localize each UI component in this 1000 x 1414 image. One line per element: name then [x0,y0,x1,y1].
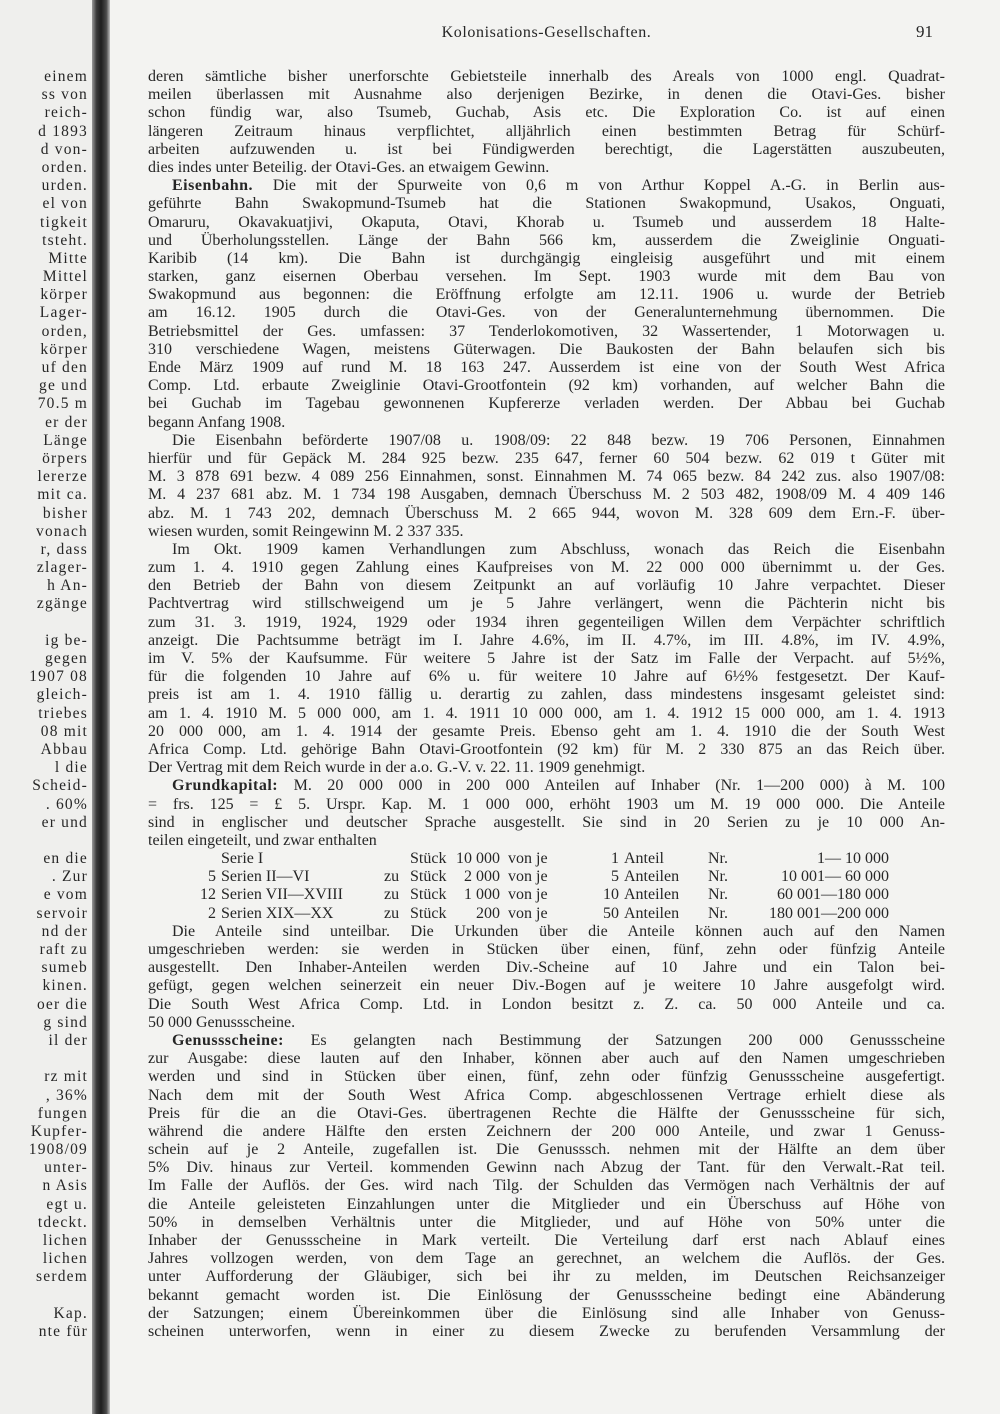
table-cell-shares-per-piece: 1 [611,850,619,868]
facing-page-line: Kupfer- [30,1122,88,1140]
section-eisenbahn [148,177,945,432]
facing-page-line: nd der [41,922,88,940]
table-cell-stueck: Stück [410,850,447,868]
text-line: den Betrieb der Bahn von diesem Zeitpunkt an auf vorläufig 10 Jahre verpachtet. Dieser [148,577,945,595]
table-cell-anteil-label: Anteilen [624,868,680,886]
text-line: ausgestellt. Den Inhaber-Anteilen werden Div.-Scheine auf 10 Jahre und ein Talon bei- [148,959,945,977]
table-cell-series-count: 2 [208,904,216,922]
facing-page-line: unter- [44,1159,88,1177]
facing-page-line: ig be- [45,631,88,649]
text-line: Africa Comp. Ltd. gehörige Bahn Otavi-Grootfontein (92 km) für M. 2 330 875 an das Reich über. [148,740,945,758]
facing-page-line: el von [42,195,88,213]
facing-page-line [0,1050,88,1068]
table-cell-anteil-label: Anteilen [624,886,680,904]
facing-page-line: lererze [37,468,88,486]
book-spine-shadow [92,0,110,1414]
paragraph [148,432,945,541]
table-cell-von-je: von je [508,868,548,886]
text-line: M. 3 878 691 bezw. 4 089 256 Einnahmen, sonst. Einnahmen M. 74 065 bezw. 84 242 zus. also 1907/08: [148,468,945,486]
facing-page-line: örpers [42,449,88,467]
facing-page-line: mit ca. [37,486,88,504]
text-line: zur Ausgabe: diese lauten auf den Inhaber, können aber auch auf den Namen umgeschrieben [148,1050,945,1068]
text-line: Preis für die an die Otavi-Ges. übertragenen Rechte die Hälfte der Genussscheine für sich, [148,1104,945,1122]
table-cell-stueck: Stück [410,868,447,886]
facing-page-line: tsteht. [42,231,88,249]
text-line: Im Falle der Auflös. der Ges. wird nach Tilg. der Schulden das Vermögen nach Verhältnis der auf [148,1177,945,1195]
facing-page-line: Kap. [53,1304,88,1322]
facing-page-line: gegen [44,650,88,667]
text-line: Ende März 1909 auf rund M. 18 163 247. Ausserdem ist eine von der South West Africa [148,359,945,376]
text-line: Inhaber der Genussscheine in Mark verteilt. Die Verteilung darf erst nach Ablauf eines [148,1232,945,1249]
facing-page-line: körper [40,340,88,358]
facing-page-line: zgänge [36,595,88,613]
facing-page-line: r, dass [40,540,88,558]
text-line: zum 31. 3. 1919, 1924, 1929 oder 1934 ihren gegenteiligen Willen dem Verpächter schriftlich [148,613,945,631]
text-line: sind in englischer und deutscher Sprache ausgestellt. Sie sind in 20 Serien zu je 10 000 An- [148,813,945,831]
facing-page-line: bisher [42,504,88,522]
facing-page-line: tdeckt. [37,1213,88,1231]
facing-page-line: nte für [38,1322,88,1340]
table-cell-nr-label: Nr. [708,886,728,904]
table-cell-series-label: Serie I [221,850,264,868]
table-cell-stueck: Stück [410,886,447,904]
text-line: begann Anfang 1908. [148,413,286,431]
text-line: Karibib (14 km). Die Bahn ist durchgängig eingleisig ausgeführt und mit einem [148,249,945,267]
text-line: Die Eisenbahn beförderte 1907/08 u. 1908/09: 22 848 bezw. 19 706 Personen, Einnahmen [172,431,945,449]
text-line-rest: Es gelangten nach Bestimmung der Satzungen 200 000 Genussscheine [310,1031,945,1049]
table-cell-series-count: 5 [208,868,216,886]
text-line: wiesen wurden, somit Reingewinn M. 2 337 335. [148,522,464,540]
table-row [148,886,945,904]
section-heading: Genussscheine: [172,1031,284,1049]
table-cell-nr-label: Nr. [708,850,728,868]
facing-page-line: d von- [40,140,88,158]
text-line: Comp. Ltd. erbaute Zweiglinie Otavi-Grootfontein (92 km) vorhanden, auf welcher Bahn die [148,377,945,395]
table-row [148,868,945,886]
text-line: bei Guchab im Tagebau gewonnenen Kupfererze verladen werden. Der Abbau bei Guchab [148,395,945,413]
table-cell-piece-count: 2 000 [464,868,500,886]
text-line: während die andere Hälfte den ersten Zeichnern der 200 000 Anteile, und zwar 1 Genuss- [148,1122,945,1140]
facing-page-line: ge und [39,377,88,395]
text-line: geführte Bahn Swakopmund-Tsumeb hat die Stationen Swakopmund, Usakos, Onguati, [148,195,945,213]
text-line [148,177,945,195]
facing-page-line: Abbau [40,740,88,758]
facing-page-line: 08 mit [40,722,88,740]
text-line [148,1032,945,1050]
facing-page-line: ss von [41,86,88,104]
facing-page-line: raft zu [39,941,88,958]
facing-page-line: 70.5 m [37,395,88,413]
text-line: schon fündig war, also Tsumeb, Guchab, Asis etc. Die Exploration Co. ist auf einen [148,104,945,122]
text-line: Der Vertrag mit dem Reich wurde in der a.o. G.-V. v. 22. 11. 1909 genehmigt. [148,759,646,777]
text-line: zum 1. 4. 1910 gegen Zahlung eines Kaufpreises von M. 22 000 000 übernimmt u. der Ges. [148,559,945,577]
table-cell-series-count: 12 [200,886,216,904]
facing-page-line: n Asis [42,1177,88,1195]
table-cell-piece-count: 10 000 [456,850,500,868]
facing-page-line [0,1287,88,1305]
text-line: anzeigt. Die Pachtsumme beträgt im I. Jahre 4.6%, im II. 4.7%, im III. 4.8%, im IV. 4.9%, [148,631,945,649]
text-line: Im Okt. 1909 kamen Verhandlungen zum Abschluss, wonach das Reich die Eisenbahn [172,540,945,558]
paragraph [148,541,945,777]
facing-page-line: Scheid- [32,777,88,795]
table-cell-series-label: Serien VII—XVIII [221,886,343,904]
text-line: meilen überlassen mit Ausnahme also derjenigen Bezirke, in denen die Otavi-Ges. bisher [148,86,945,104]
facing-page-line: lichen [42,1250,88,1268]
facing-page-line: , 36% [45,1086,88,1104]
facing-page-line: l die [54,759,88,777]
facing-page-line: h An- [47,577,88,595]
table-cell-shares-per-piece: 5 [611,868,619,886]
text-line: der Satzungen; einem Übereinkommen über die Einlösung sind alle Inhaber von Genuss- [148,1304,945,1322]
facing-page-line: e vom [43,886,88,904]
facing-page-line: er der [45,413,88,431]
text-line: unter Aufforderung der Gläubiger, sich bei ihr zu melden, im Deutschen Reichsanzeiger [148,1268,945,1286]
facing-page-line: gleich- [36,686,88,704]
section-grundkapital [148,777,945,850]
facing-page-line: einem [44,68,88,85]
facing-page-line: tigkeit [39,213,88,231]
table-cell-nr-label: Nr. [708,904,728,922]
text-line: starken, ganz eisernen Oberbau versehen. Im Sept. 1903 wurde mit dem Bau von [148,268,945,286]
facing-page-line: urden. [41,177,88,195]
running-header [148,24,945,46]
facing-page-line: Lager- [39,304,88,322]
facing-page-fragment [0,0,92,1414]
facing-page-line [0,832,88,850]
text-line: Swakopmund aus begonnen: die Eröffnung erfolgte am 12.11. 1906 u. wurde der Betrieb [148,286,945,304]
text-line: 20 000 000, am 1. 4. 1914 der gesamte Preis. Ebenso geht am 1. 4. 1910 die der South West [148,722,945,740]
text-line: die Anteile geleisteten Einzahlungen unter die Mitglieder und ein Überschuss auf Höhe von [148,1195,945,1213]
facing-page-line: . Zur [51,868,88,886]
table-cell-shares-per-piece: 50 [603,904,619,922]
facing-page-line: Mitte [48,249,88,267]
text-line: für die folgenden 10 Jahre auf 6% u. für weitere 10 Jahre auf 6½% festgesetzt. Der Kauf- [148,668,945,686]
text-line: 50% in demselben Verhältnis unter die Mitglieder, und auf Höhe von 50% unter die [148,1213,945,1231]
text-line: und Überholungsstellen. Länge der Bahn 566 km, ausserdem die Zweiglinie Onguati- [148,231,945,249]
text-line: 50 000 Genussscheine. [148,1013,296,1031]
facing-page-line: sumeb [41,959,88,977]
facing-page-line: Mittel [42,268,88,286]
facing-page-line: en die [43,850,88,868]
running-title: Kolonisations-Gesellschaften. [441,24,652,41]
table-cell-number-range: 180 001—200 000 [769,904,889,922]
table-cell-number-range: 1— 10 000 [817,850,889,868]
text-line: teilen eingeteilt, und zwar enthalten [148,831,377,849]
text-line-rest: Die mit der Spurweite von 0,6 m von Arthur Koppel A.-G. in Berlin aus- [272,177,945,195]
table-row [148,905,945,923]
text-line: = frs. 125 = £ 5. Urspr. Kap. M. 1 000 000, erhöht 1903 um M. 19 000 000. Die Anteile [148,795,945,813]
text-line: preis ist am 1. 4. 1910 fällig u. derartig zu zahlen, dass mindestens insgesamt geleistet sind: [148,686,945,704]
facing-page-line: orden. [41,158,88,176]
table-cell-von-je: von je [508,850,548,868]
table-cell-number-range: 10 001— 60 000 [781,868,889,886]
table-cell-piece-count: 200 [476,904,500,922]
page-number: 91 [916,22,933,41]
table-cell-series-label: Serien XIX—XX [221,904,334,922]
facing-page-line: d 1893 [38,122,88,140]
text-line: bekannt gemacht worden ist. Die Einlösung der Genussscheine bedingt eine Abänderung [148,1286,945,1304]
facing-page-line: serdem [36,1268,88,1286]
text-line: hierfür und für Gepäck M. 284 925 bezw. 235 647, ferner 60 504 bezw. 62 019 t Güter mit [148,449,945,467]
table-cell-nr-label: Nr. [708,868,728,886]
text-line: am 1. 4. 1910 M. 5 000 000, am 1. 4. 1911 10 000 000, am 1. 4. 1912 15 000 000, am 1. 4. 1913 [148,704,945,722]
text-line: Die Anteile sind unteilbar. Die Urkunden über die Anteile können auch auf den Namen [172,922,945,940]
text-line: Jahres vollzogen werden, von dem Tage an gerechnet, an welchem die Auflös. der Ges. [148,1250,945,1268]
text-line [148,777,945,795]
text-line: dies indes unter Beteilig. der Otavi-Ges. an etwaigem Gewinn. [148,158,550,176]
text-line: Omaruru, Okavakuatjivi, Okaputa, Otavi, Khorab u. Tsumeb und ausserdem 18 Halte- [148,213,945,231]
table-cell-piece-count: 1 000 [464,886,500,904]
facing-page-line: vonach [36,522,88,540]
text-line: arbeiten aufzuwenden u. ist bei Fündigwerden berechtigt, die Lagerstätten auszubeuten, [148,140,945,158]
paragraph [148,923,945,1032]
facing-page-line: er und [41,813,88,831]
text-line: längeren Zeitraum hinaus verpflichtet, alljährlich einen bestimmten Betrag für Schürf- [148,122,945,140]
paragraph [148,68,945,177]
table-cell-anteil-label: Anteilen [624,904,680,922]
facing-page-line: egt u. [46,1195,88,1213]
table-cell-series-label: Serien II—VI [221,868,310,886]
facing-page-line [0,614,88,632]
table-cell-zu: zu [384,904,400,922]
text-line: umgeschrieben werden: sie werden in Stücken über einen, fünf, zehn oder fünfzig Anteile [148,941,945,958]
table-cell-shares-per-piece: 10 [603,886,619,904]
text-line: deren sämtliche bisher unerforschte Gebietsteile innerhalb des Areals von 1000 engl. Quadrat- [148,68,945,85]
series-table [148,850,945,923]
facing-page-line: servoir [36,904,88,922]
text-line: Pachtvertrag wird stillschweigend um je 5 Jahre verlängert, wenn die Pächterin nicht bis [148,595,945,613]
table-cell-von-je: von je [508,886,548,904]
table-cell-von-je: von je [508,904,548,922]
text-line: werden und sind in Stücken über einen, fünf, zehn oder fünfzig Genussscheine ausgefertigt. [148,1068,945,1086]
text-line: am 16.12. 1905 durch die Otavi-Ges. von der Generalunternehmung übernommen. Die [148,304,945,322]
table-cell-zu: zu [384,886,400,904]
table-cell-anteil-label: Anteil [624,850,664,868]
section-genussscheine [148,1032,945,1341]
facing-page-line: il der [48,1031,88,1049]
text-line: 310 verschiedene Wagen, meistens Güterwagen. Die Baukosten der Bahn belaufen sich bis [148,340,945,358]
facing-page-line: kinen. [42,977,88,995]
text-line: Nach dem mit der South West Africa Comp. abgeschlossenen Vertrage erhielt diese als [148,1086,945,1104]
facing-page-text [0,68,88,1341]
facing-page-line: körper [40,286,88,304]
text-line: schein auf je 2 Anteile, zugefallen ist. Die Genusssch. nehmen mit der Hälfte an dem über [148,1141,945,1159]
text-line: gefügt, gegen welchen seinerzeit ein neuer Div.-Bogen auf je weitere 10 Jahre ausgefolgt wird. [148,977,945,995]
facing-page-line: . 60% [45,795,88,813]
facing-page-line: oer die [36,995,88,1013]
facing-page-line: lichen [42,1232,88,1249]
text-line: im V. 5% der Kaufsumme. Für weitere 5 Jahre ist der Satz im Falle der Verpacht. auf 5½%, [148,650,945,667]
table-row [148,850,945,868]
text-line-rest: M. 20 000 000 in 200 000 Anteilen auf Inhaber (Nr. 1—200 000) à M. 100 [293,777,945,795]
text-line: 5% Div. hinaus zur Verteil. kommenden Gewinn nach Abzug der Tant. für den Verwalt.-Rat teil. [148,1159,945,1177]
section-heading: Eisenbahn. [172,177,254,195]
main-text-column [148,68,945,1341]
facing-page-line: reich- [44,104,88,122]
section-heading: Grundkapital: [172,777,279,795]
facing-page-line: Länge [43,431,88,449]
facing-page-line: 1907 08 [29,668,88,686]
facing-page-line: uf den [41,359,88,376]
facing-page-line: g sind [43,1013,88,1031]
facing-page-line: zlager- [36,559,88,577]
facing-page-line: fungen [37,1104,88,1122]
facing-page-line: orden, [41,322,88,340]
text-line: Betriebsmittel der Ges. umfassen: 37 Tenderlokomotiven, 32 Wassertender, 1 Motorwagen u. [148,322,945,340]
table-cell-stueck: Stück [410,904,447,922]
text-line: scheinen unterworfen, wenn in einer zu diesem Zwecke zu berufenden Versammlung der [148,1322,945,1340]
text-line: M. 4 237 681 abz. M. 1 734 198 Ausgaben, demnach Überschuss M. 2 503 482, 1908/09 M. 4 409 146 [148,486,945,504]
text-line: abz. M. 1 743 202, demnach Überschuss M. 2 665 944, wovon M. 328 609 dem Ern.-F. über- [148,504,945,522]
table-cell-number-range: 60 001—180 000 [777,886,889,904]
facing-page-line: rz mit [44,1068,88,1086]
table-cell-zu: zu [384,868,400,886]
facing-page-line: 1908/09 [28,1141,88,1159]
text-line: Die South West Africa Comp. Ltd. in London besitzt z. Z. ca. 50 000 Anteile und ca. [148,995,945,1013]
facing-page-line: triebes [38,704,88,722]
